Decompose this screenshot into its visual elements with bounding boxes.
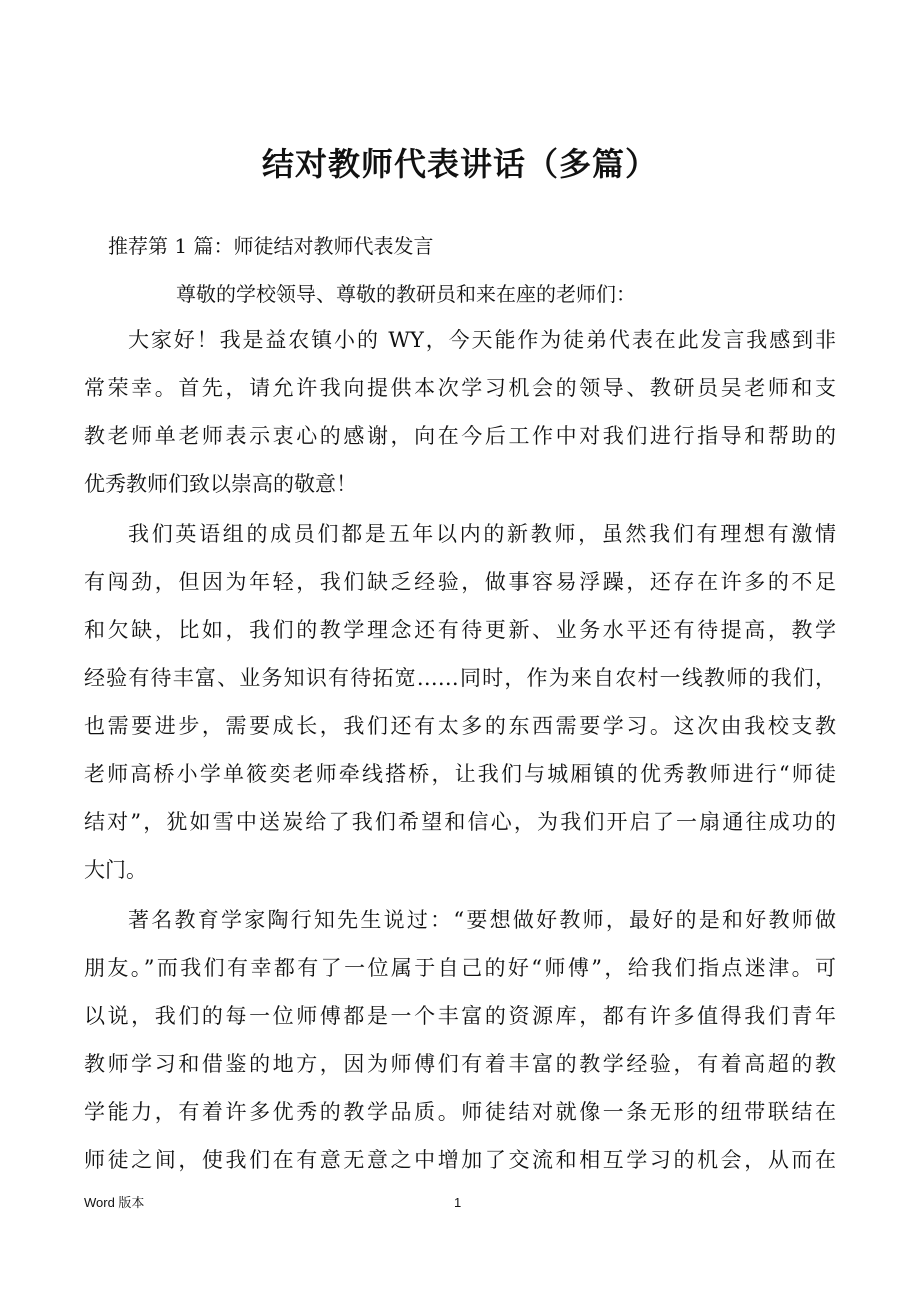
- paragraph-2-line-2: 有闯劲，但因为年轻，我们缺乏经验，做事容易浮躁，还存在许多的不足: [84, 570, 836, 594]
- section-subtitle: 推荐第 1 篇：师徒结对教师代表发言: [108, 234, 434, 258]
- paragraph-3-line-6: 师徒之间，使我们在有意无意之中增加了交流和相互学习的机会，从而在: [84, 1148, 836, 1172]
- paragraph-1-line-3: 教老师单老师表示衷心的感谢，向在今后工作中对我们进行指导和帮助的: [84, 424, 836, 448]
- footer-label: Word 版本: [84, 1195, 145, 1210]
- paragraph-3-line-4: 教师学习和借鉴的地方，因为师傅们有着丰富的教学经验，有着高超的教: [84, 1052, 836, 1076]
- paragraph-1-line-1: 大家好！我是益农镇小的 WY，今天能作为徒弟代表在此发言我感到非: [128, 328, 836, 352]
- footer-page-number: 1: [454, 1195, 462, 1210]
- paragraph-3-line-5: 学能力，有着许多优秀的教学品质。师徒结对就像一条无形的纽带联结在: [84, 1100, 836, 1124]
- paragraph-2-line-7: 结对”，犹如雪中送炭给了我们希望和信心，为我们开启了一扇通往成功的: [84, 810, 836, 834]
- document-title: 结对教师代表讲话（多篇）: [261, 145, 658, 183]
- paragraph-2-line-1: 我们英语组的成员们都是五年以内的新教师，虽然我们有理想有激情: [128, 522, 836, 546]
- paragraph-3-line-1: 著名教育学家陶行知先生说过：“要想做好教师，最好的是和好教师做: [128, 908, 836, 932]
- paragraph-3-line-3: 以说，我们的每一位师傅都是一个丰富的资源库，都有许多值得我们青年: [84, 1004, 836, 1028]
- salutation: 尊敬的学校领导、尊敬的教研员和来在座的老师们：: [176, 282, 636, 306]
- paragraph-2-line-8: 大门。: [84, 858, 147, 882]
- paragraph-2-line-3: 和欠缺，比如，我们的教学理念还有待更新、业务水平还有待提高，教学: [84, 618, 836, 642]
- paragraph-1-line-2: 常荣幸。首先，请允许我向提供本次学习机会的领导、教研员吴老师和支: [84, 376, 836, 400]
- paragraph-2-line-5: 也需要进步，需要成长，我们还有太多的东西需要学习。这次由我校支教: [84, 714, 836, 738]
- paragraph-2-line-6: 老师高桥小学单筱奕老师牵线搭桥，让我们与城厢镇的优秀教师进行“师徒: [84, 762, 836, 786]
- paragraph-1-line-4: 优秀教师们致以崇高的敬意！: [84, 472, 357, 496]
- paragraph-3-line-2: 朋友。”而我们有幸都有了一位属于自己的好“师傅”，给我们指点迷津。可: [84, 956, 836, 980]
- paragraph-2-line-4: 经验有待丰富、业务知识有待拓宽……同时，作为来自农村一线教师的我们，: [84, 666, 836, 690]
